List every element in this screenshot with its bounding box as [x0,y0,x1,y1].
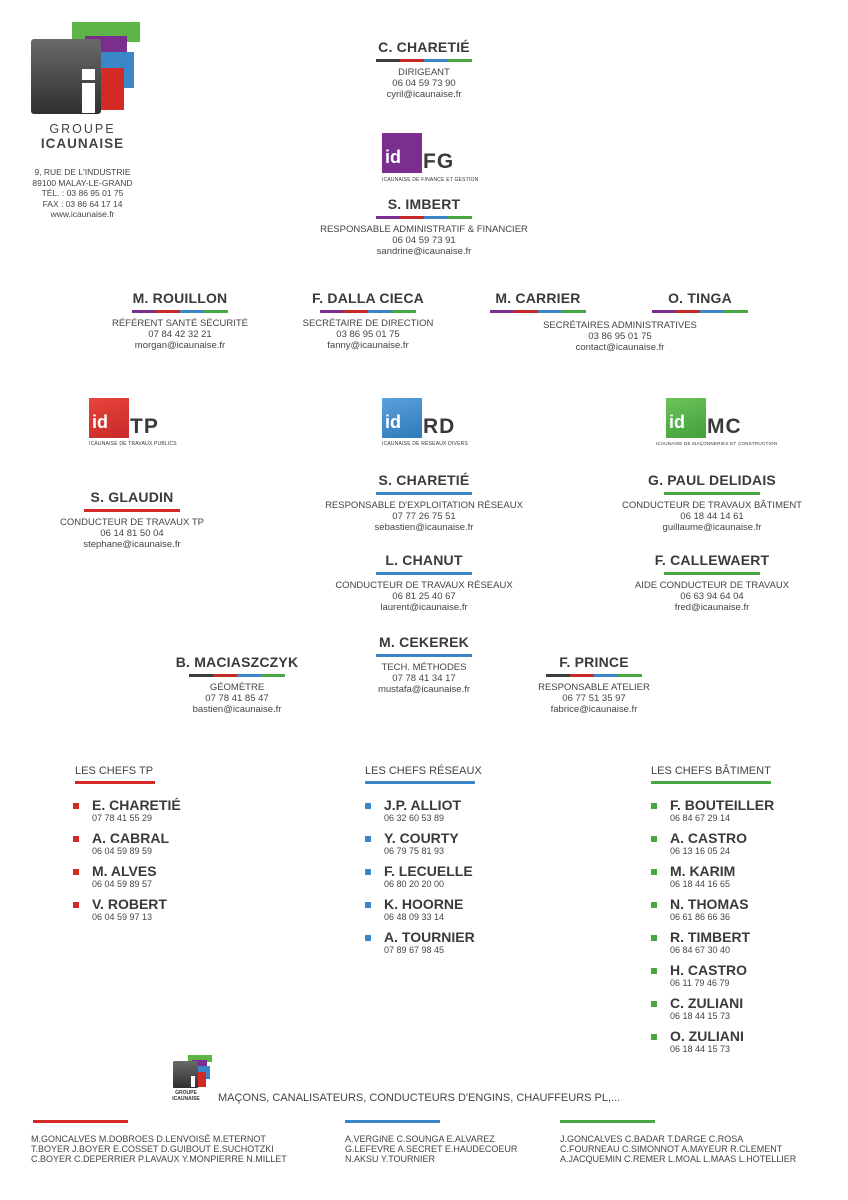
company-name-line2: ICAUNAISE [40,136,125,151]
idfg-letters: id [385,147,401,167]
chief-phone: 06 32 60 53 89 [384,813,445,823]
chefs-batiment-underline [651,781,771,784]
chief-phone: 06 84 67 29 14 [670,813,731,823]
square-bullet-icon [651,869,657,875]
chief-phone: 06 79 75 81 93 [384,846,445,856]
small-logo-text2: ICAUNAISE [172,1096,200,1102]
chief-name: V. ROBERT [92,896,167,912]
chief-phone: 06 11 79 46 79 [670,978,730,988]
footer-col-green [560,1134,796,1164]
footer-workers: MAÇONS, CANALISATEURS, CONDUCTEURS D'ENGINS, CHAUFFEURS PL,... [218,1092,621,1104]
chief-name: A. CABRAL [92,830,169,846]
chief-item [651,798,841,823]
prince-bar [546,674,642,677]
footer-blue-line3: N.AKSU Y.TOURNIER [345,1154,436,1164]
groupe-icaunaise-logo [30,22,136,117]
chefs-reseaux-title: LES CHEFS RÉSEAUX [365,765,482,777]
address-line2: 89100 MALAY-LE-GRAND [32,177,133,188]
square-bullet-icon [365,869,371,875]
dallacieca-email: fanny@icaunaise.fr [327,340,409,351]
idfg-square [382,133,422,173]
chief-phone: 06 13 16 05 24 [670,846,731,856]
chanut-bar [376,572,472,575]
callewaert-role: AIDE CONDUCTEUR DE TRAVAUX [634,580,790,591]
idmc-logo [656,398,778,450]
glaudin-phone: 06 14 81 50 04 [100,528,164,539]
footer-blue-line1: A.VERGINE C.SOUNGA E.ALVAREZ [345,1134,495,1144]
chief-phone: 06 18 44 15 73 [670,1044,731,1054]
footer-red-line1: M.GONCALVES M.DOBROES D.LENVOISÉ M.ETERNOT [31,1134,266,1144]
square-bullet-icon [651,1034,657,1040]
mc-delidais [602,472,822,533]
chief-item [73,798,275,823]
secretaries-info [510,320,730,353]
chief-item [365,897,565,922]
chanut-role: CONDUCTEUR DE TRAVAUX RÉSEAUX [335,580,513,591]
logo-i-dot [82,69,95,80]
prince-name: F. PRINCE [559,654,629,670]
director-card [324,39,524,100]
footer-bar-blue [345,1120,440,1123]
staff-tinga [632,290,768,318]
chief-name: R. TIMBERT [670,929,751,945]
chief-phone: 07 89 67 98 45 [384,945,445,955]
chefs-tp-title: LES CHEFS TP [75,765,154,777]
delidais-phone: 06 18 44 14 61 [680,511,744,522]
chief-item [651,897,841,922]
square-bullet-icon [365,803,371,809]
idtp-label: ICAUNAISE DE TRAVAUX PUBLICS [89,441,177,447]
footer-green-line1: J.GONCALVES C.BADAR T.DARGE C.ROSA [560,1134,744,1144]
chief-item [651,963,841,988]
chief-phone: 06 18 44 16 65 [670,879,731,889]
tinga-bar [652,310,748,313]
footer-bar-green [560,1120,655,1123]
chief-phone: 06 18 44 15 73 [670,1011,731,1021]
chief-item [651,996,841,1021]
square-bullet-icon [651,968,657,974]
company-name-line1: GROUPE [49,122,116,136]
admin-phone: 06 04 59 73 91 [392,235,456,246]
director-role: DIRIGEANT [398,67,450,78]
company-phone: TÉL. : 03 86 95 01 75 [41,188,124,199]
footer-red-line3: C.BOYER C.DEPERRIER P.LAVAUX Y.MONPIERRE N.MILLET [31,1154,287,1164]
chief-name: F. BOUTEILLER [670,797,775,813]
delidais-name: G. PAUL DELIDAIS [648,472,776,488]
chief-phone: 06 04 59 89 57 [92,879,153,889]
admin-email: sandrine@icaunaise.fr [376,246,472,257]
rouillon-email: morgan@icaunaise.fr [134,340,226,351]
chief-item [651,1029,841,1054]
chief-item [651,930,841,955]
staff-rouillon [100,290,260,351]
dallacieca-name: F. DALLA CIECA [312,290,424,306]
company-website: www.icaunaise.fr [50,209,115,220]
dallacieca-bar [320,310,416,313]
chefs-batiment-title: LES CHEFS BÂTIMENT [651,765,771,777]
square-bullet-icon [365,935,371,941]
director-bar [376,59,472,62]
footer-green-line3: A.JACQUEMIN C.REMER L.MOAL L.MAAS L.HOTELLIER [560,1154,797,1164]
rd-cekerek [344,634,504,695]
square-bullet-icon [651,1001,657,1007]
idrd-label: ICAUNAISE DE RÉSEAUX DIVERS [382,441,468,447]
tp-glaudin [52,489,212,550]
glaudin-role: CONDUCTEUR DE TRAVAUX TP [60,517,204,528]
chefs-reseaux-list [365,798,565,955]
prince-email: fabrice@icaunaise.fr [550,704,638,715]
square-bullet-icon [651,803,657,809]
chief-item [651,864,841,889]
company-address [20,167,145,220]
maciaszczyk-email: bastien@icaunaise.fr [192,704,282,715]
cekerek-email: mustafa@icaunaise.fr [377,684,471,695]
dallacieca-role: SECRÉTAIRE DE DIRECTION [302,318,434,329]
chefs-batiment-section [651,765,841,1062]
rd-chanut [324,552,524,613]
address-line1: 9, RUE DE L'INDUSTRIE [34,167,131,177]
square-bullet-icon [365,902,371,908]
delidais-email: guillaume@icaunaise.fr [662,522,762,533]
chanut-email: laurent@icaunaise.fr [380,602,468,613]
glaudin-email: stephane@icaunaise.fr [83,539,181,550]
admin-name: S. IMBERT [387,196,461,212]
idrd-square [382,398,422,438]
chief-phone: 06 04 59 89 59 [92,846,153,856]
secretaries-role: SECRÉTAIRES ADMINISTRATIVES [543,320,697,331]
chief-name: A. CASTRO [670,830,747,846]
rd-charetie [314,472,534,533]
maciaszczyk-role: GÉOMÈTRE [209,682,265,693]
chief-item [73,831,275,856]
carrier-name: M. CARRIER [495,290,581,306]
chief-name: M. KARIM [670,863,736,879]
chief-phone: 06 80 20 20 00 [384,879,445,889]
small-logo-i [191,1076,195,1087]
tinga-name: O. TINGA [668,290,732,306]
callewaert-email: fred@icaunaise.fr [674,602,750,613]
shared-maciaszczyk [157,654,317,715]
chief-name: N. THOMAS [670,896,749,912]
idtp-letters: id [92,412,108,432]
square-bullet-icon [651,902,657,908]
chief-item [73,897,275,922]
prince-phone: 06 77 51 35 97 [562,693,626,704]
square-bullet-icon [73,869,79,875]
chanut-phone: 06 81 25 40 67 [392,591,456,602]
idmc-label: ICAUNAISE DE MAÇONNERIES ET CONSTRUCTION [656,441,778,446]
chief-name: H. CASTRO [670,962,747,978]
shared-prince [514,654,674,715]
square-bullet-icon [651,836,657,842]
square-bullet-icon [365,836,371,842]
chefs-tp-underline [75,781,155,784]
footer-bar-red [33,1120,128,1123]
chief-name: Y. COURTY [384,830,459,846]
rouillon-bar [132,310,228,313]
chefs-reseaux-underline [365,781,475,784]
chief-phone: 07 78 41 55 29 [92,813,153,823]
chief-item [365,831,565,856]
mc-callewaert [612,552,812,613]
company-fax: FAX : 03 86 64 17 14 [42,198,123,209]
admin-bar [376,216,472,219]
chief-name: E. CHARETIÉ [92,797,181,813]
idfg-logo [382,133,479,185]
maciaszczyk-name: B. MACIASZCZYK [175,654,299,670]
director-email: cyril@icaunaise.fr [386,89,462,100]
chief-name: F. LECUELLE [384,863,473,879]
square-bullet-icon [73,902,79,908]
rouillon-phone: 07 84 42 32 21 [148,329,212,340]
delidais-bar [664,492,760,495]
footer-green-line2: C.FOURNEAU C.SIMONNOT A.MAYEUR R.CLEMENT [560,1144,783,1154]
callewaert-bar [664,572,760,575]
secretaries-email: contact@icaunaise.fr [575,342,665,353]
idmc-square [666,398,706,438]
chefs-tp-list [73,798,275,922]
chefs-batiment-list [651,798,841,1054]
chief-item [365,798,565,823]
company-name [25,123,140,151]
director-phone: 06 04 59 73 90 [392,78,456,89]
idrd-letters: id [385,412,401,432]
callewaert-phone: 06 63 94 64 04 [680,591,744,602]
chief-item [651,831,841,856]
chief-name: M. ALVES [92,863,157,879]
idmc-letters: id [669,412,685,432]
cekerek-role: TECH. MÉTHODES [381,662,467,673]
director-name: C. CHARETIÉ [378,39,470,55]
cekerek-phone: 07 78 41 34 17 [392,673,456,684]
admin-card [304,196,544,257]
chief-phone: 06 48 09 33 14 [384,912,445,922]
footer-col-red [31,1134,287,1164]
idtp-suffix: TP [130,415,159,438]
prince-role: RESPONSABLE ATELIER [538,682,650,693]
idrd-logo [382,398,477,450]
idtp-square [89,398,129,438]
chief-item [73,864,275,889]
chanut-name: L. CHANUT [385,552,463,568]
chief-item [365,864,565,889]
admin-role: RESPONSABLE ADMINISTRATIF & FINANCIER [320,224,528,235]
small-logo-text1: GROUPE [175,1090,197,1096]
idmc-suffix: MC [707,415,742,438]
footer-blue-line2: G.LEFEVRE A.SECRET E.HAUDECOEUR [345,1144,518,1154]
glaudin-name: S. GLAUDIN [90,489,174,505]
callewaert-name: F. CALLEWAERT [654,552,770,568]
logo-i-stem [82,83,95,113]
chief-phone: 06 61 86 66 36 [670,912,731,922]
chief-name: C. ZULIANI [670,995,744,1011]
rouillon-name: M. ROUILLON [132,290,228,306]
chief-phone: 06 04 59 97 13 [92,912,153,922]
chefs-reseaux-section [365,765,565,963]
rouillon-role: RÉFÉRENT SANTÉ SÉCURITÉ [111,318,248,329]
staff-dallacieca [288,290,448,351]
carrier-bar [490,310,586,313]
footer-col-blue [345,1134,517,1164]
delidais-role: CONDUCTEUR DE TRAVAUX BÂTIMENT [622,500,802,511]
chief-item [365,930,565,955]
cekerek-bar [376,654,472,657]
staff-carrier [470,290,606,318]
chief-phone: 06 84 67 30 40 [670,945,731,955]
footer-small-logo [172,1055,214,1105]
rd-charetie-bar [376,492,472,495]
rd-charetie-phone: 07 77 26 75 51 [392,511,456,522]
chief-name: J.P. ALLIOT [384,797,462,813]
idtp-logo [89,398,184,450]
chief-name: O. ZULIANI [670,1028,744,1044]
cekerek-name: M. CEKEREK [379,634,469,650]
maciaszczyk-phone: 07 78 41 85 47 [205,693,269,704]
square-bullet-icon [73,803,79,809]
footer-red-line2: T.BOYER J.BOYER E.COSSET D.GUIBOUT E.SUCHOTZKI [31,1144,274,1154]
idfg-suffix: FG [423,150,455,173]
dallacieca-phone: 03 86 95 01 75 [336,329,400,340]
idfg-label: ICAUNAISE DE FINANCE ET GESTION [382,177,479,183]
chief-name: K. HOORNE [384,896,464,912]
glaudin-bar [84,509,180,512]
secretaries-phone: 03 86 95 01 75 [588,331,652,342]
maciaszczyk-bar [189,674,285,677]
chefs-tp-section [75,765,275,930]
rd-charetie-name: S. CHARETIÉ [378,472,470,488]
square-bullet-icon [651,935,657,941]
square-bullet-icon [73,836,79,842]
rd-charetie-email: sebastien@icaunaise.fr [374,522,474,533]
rd-charetie-role: RESPONSABLE D'EXPLOITATION RÉSEAUX [325,500,523,511]
idrd-suffix: RD [423,415,456,438]
chief-name: A. TOURNIER [384,929,475,945]
